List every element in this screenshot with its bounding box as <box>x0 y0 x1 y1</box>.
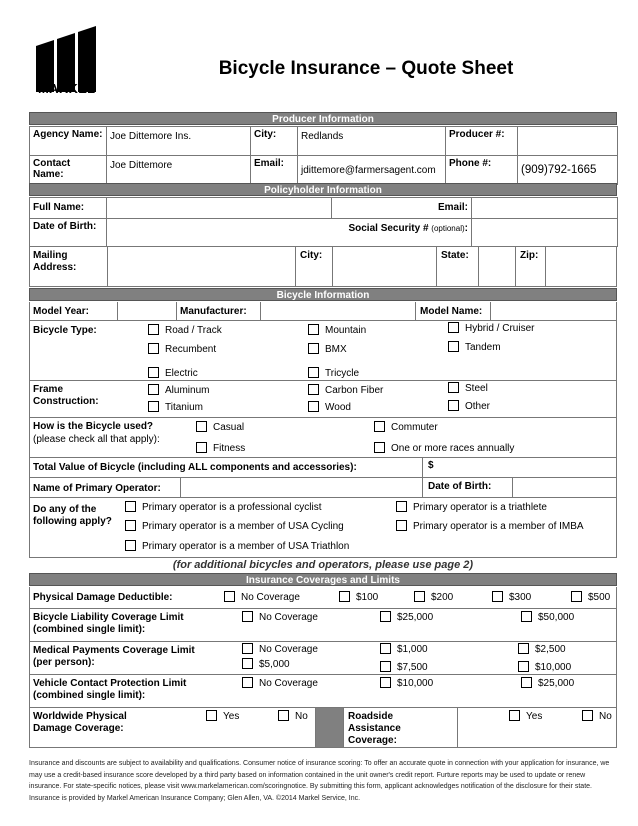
type-option[interactable]: Mountain <box>308 324 366 336</box>
checkbox[interactable] <box>380 677 391 688</box>
phone-field[interactable]: (909)792-1665 <box>518 156 618 185</box>
checkbox[interactable] <box>374 421 385 432</box>
use-option[interactable]: Fitness <box>196 442 245 454</box>
city-label: City: <box>251 127 298 156</box>
producer-num-field[interactable] <box>518 127 618 156</box>
checkbox[interactable] <box>518 661 529 672</box>
roadside-no[interactable]: No <box>582 710 612 722</box>
full-name-field[interactable] <box>107 198 332 219</box>
checkbox[interactable] <box>206 710 217 721</box>
model-name-label: Model Name: <box>420 306 483 317</box>
policyholder-table: Full Name: Email: Date of Birth: Social Security # (optional): <box>29 197 618 247</box>
checkbox[interactable] <box>242 611 253 622</box>
checkbox[interactable] <box>308 324 319 335</box>
frame-option[interactable]: Wood <box>308 401 351 413</box>
checkbox[interactable] <box>582 710 593 721</box>
apply-option[interactable]: Primary operator is a member of USA Cycling <box>125 520 344 532</box>
checkbox[interactable] <box>308 401 319 412</box>
producer-num-label: Producer #: <box>446 127 518 156</box>
checkbox[interactable] <box>224 591 235 602</box>
primary-operator-label: Name of Primary Operator: <box>33 483 161 494</box>
total-value-row <box>29 458 617 478</box>
checkbox[interactable] <box>380 661 391 672</box>
type-option[interactable]: Hybrid / Cruiser <box>448 322 534 334</box>
liability-option[interactable]: $50,000 <box>521 611 574 623</box>
manufacturer-label: Manufacturer: <box>180 306 247 317</box>
contact-name-field[interactable]: Joe Dittemore <box>107 156 251 185</box>
agency-label: Agency Name: <box>30 127 107 156</box>
deductible-option[interactable]: $500 <box>571 591 610 603</box>
producer-email-field[interactable]: jdittemore@farmersagent.com <box>298 156 446 185</box>
dollar-sign: $ <box>428 460 434 471</box>
ssn-label: Social Security # <box>348 223 429 234</box>
apply-option[interactable]: Primary operator is a member of IMBA <box>396 520 584 532</box>
checkbox[interactable] <box>380 611 391 622</box>
type-option[interactable]: Electric <box>148 367 198 379</box>
checkbox[interactable] <box>125 501 136 512</box>
physical-damage-row <box>29 587 617 609</box>
zip-label: Zip: <box>520 250 539 261</box>
vehicle-option[interactable]: $25,000 <box>521 677 574 689</box>
frame-option[interactable]: Other <box>448 400 490 412</box>
checkbox[interactable] <box>339 591 350 602</box>
ph-email-field[interactable] <box>472 198 618 219</box>
apply-row <box>29 498 617 558</box>
checkbox[interactable] <box>242 658 253 669</box>
mailing-label: Mailing Address: <box>33 250 77 273</box>
checkbox[interactable] <box>308 384 319 395</box>
ssn-field[interactable] <box>472 219 618 247</box>
mailing-address-row <box>29 246 617 287</box>
checkbox[interactable] <box>448 341 459 352</box>
frame-option[interactable]: Carbon Fiber <box>308 384 383 396</box>
apply-option[interactable]: Primary operator is a triathlete <box>396 501 547 513</box>
frame-option[interactable]: Aluminum <box>148 384 209 396</box>
medical-option[interactable]: No Coverage <box>242 643 318 655</box>
worldwide-no[interactable]: No <box>278 710 308 722</box>
checkbox[interactable] <box>148 384 159 395</box>
liability-row <box>29 609 617 642</box>
liability-option[interactable]: No Coverage <box>242 611 318 623</box>
usage-row <box>29 418 617 458</box>
medical-option[interactable]: $1,000 <box>380 643 428 655</box>
checkbox[interactable] <box>148 401 159 412</box>
checkbox[interactable] <box>148 343 159 354</box>
use-option[interactable]: Casual <box>196 421 244 433</box>
frame-option[interactable]: Steel <box>448 382 488 394</box>
producer-city-field[interactable]: Redlands <box>298 127 446 156</box>
checkbox[interactable] <box>242 643 253 654</box>
checkbox[interactable] <box>148 367 159 378</box>
checkbox[interactable] <box>521 677 532 688</box>
checkbox[interactable] <box>125 520 136 531</box>
model-row <box>29 302 617 321</box>
type-option[interactable]: BMX <box>308 343 347 355</box>
full-name-label: Full Name: <box>30 198 107 219</box>
medical-option[interactable]: $2,500 <box>518 643 566 655</box>
checkbox[interactable] <box>396 520 407 531</box>
liability-option[interactable]: $25,000 <box>380 611 433 623</box>
producer-table <box>29 126 618 185</box>
checkbox[interactable] <box>448 322 459 333</box>
dob-label: Date of Birth: <box>30 219 107 247</box>
producer-section-header: Producer Information <box>29 112 617 125</box>
apply-option[interactable]: Primary operator is a professional cyclist <box>125 501 322 513</box>
use-option[interactable]: One or more races annually <box>374 442 514 454</box>
frame-label: Frame Construction: <box>33 384 99 407</box>
checkbox[interactable] <box>509 710 520 721</box>
ph-city-label: City: <box>300 250 323 261</box>
checkbox[interactable] <box>242 677 253 688</box>
frame-option[interactable]: Titanium <box>148 401 203 413</box>
type-option[interactable]: Recumbent <box>148 343 216 355</box>
checkbox[interactable] <box>278 710 289 721</box>
bicycle-type-row <box>29 321 617 381</box>
medical-row <box>29 642 617 675</box>
checkbox[interactable] <box>396 501 407 512</box>
brand-name: MARKEL <box>38 81 96 96</box>
medical-option[interactable]: $10,000 <box>518 661 571 673</box>
operator-dob-label: Date of Birth: <box>428 481 492 492</box>
type-option[interactable]: Tricycle <box>308 367 359 379</box>
checkbox[interactable] <box>196 442 207 453</box>
checkbox[interactable] <box>448 400 459 411</box>
frame-row <box>29 381 617 418</box>
checkbox[interactable] <box>125 540 136 551</box>
vehicle-option[interactable]: No Coverage <box>242 677 318 689</box>
liability-label: Bicycle Liability Coverage Limit (combined single limit): <box>33 612 184 635</box>
deductible-option[interactable]: No Coverage <box>224 591 300 603</box>
checkbox[interactable] <box>148 324 159 335</box>
worldwide-label: Worldwide Physical Damage Coverage: <box>33 711 127 734</box>
phone-label: Phone #: <box>446 156 518 185</box>
checkbox[interactable] <box>521 611 532 622</box>
checkbox[interactable] <box>518 643 529 654</box>
checkbox[interactable] <box>196 421 207 432</box>
checkbox[interactable] <box>374 442 385 453</box>
deductible-option[interactable]: $100 <box>339 591 378 603</box>
model-year-label: Model Year: <box>33 306 89 317</box>
roadside-label: Roadside Assistance Coverage: <box>348 711 401 746</box>
total-value-label: Total Value of Bicycle (including ALL components and accessories): <box>33 462 357 473</box>
bicycle-type-label: Bicycle Type: <box>33 325 97 336</box>
medical-option[interactable]: $5,000 <box>242 658 290 670</box>
checkbox[interactable] <box>414 591 425 602</box>
checkbox[interactable] <box>448 382 459 393</box>
checkbox[interactable] <box>380 643 391 654</box>
medical-label: Medical Payments Coverage Limit (per person): <box>33 645 195 668</box>
producer-email-label: Email: <box>251 156 298 185</box>
state-label: State: <box>441 250 469 261</box>
roadside-yes[interactable]: Yes <box>509 710 542 722</box>
physical-damage-label: Physical Damage Deductible: <box>33 592 173 603</box>
bicycle-section-header: Bicycle Information <box>29 288 617 301</box>
use-option[interactable]: Commuter <box>374 421 438 433</box>
footer-disclaimer: Insurance and discounts are subject to availability and qualifications. Consumer notice of insurance scoring: To offer an accurate quote in connection with your application for insurance, we may use a credit-based insurance score developed by a third party based on information contained in the unit owner's credit report. Furture reports may be used to update or renew insurance. For state-specific notices, please visit www.markelamerican.com/scoringnotice. By submitting this form, applicant acknowledges notification of the disclosure for their state. Insurance is provided by Markel American Insurance Company; Glen Allen, VA. ©2014 Markel Service, Inc. <box>29 760 610 802</box>
checkbox[interactable] <box>492 591 503 602</box>
apply-label: Do any of the following apply? <box>33 504 112 527</box>
deductible-option[interactable]: $200 <box>414 591 453 603</box>
checkbox[interactable] <box>571 591 582 602</box>
ph-email-label: Email: <box>332 198 472 219</box>
apply-option[interactable]: Primary operator is a member of USA Triathlon <box>125 540 349 552</box>
worldwide-yes[interactable]: Yes <box>206 710 239 722</box>
worldwide-roadside-row <box>29 708 617 748</box>
page-title: Bicycle Insurance – Quote Sheet <box>218 58 514 79</box>
type-option[interactable]: Tandem <box>448 341 501 353</box>
medical-option[interactable]: $7,500 <box>380 661 428 673</box>
usage-label: How is the Bicycle used? <box>33 421 154 432</box>
vehicle-option[interactable]: $10,000 <box>380 677 433 689</box>
coverages-section-header: Insurance Coverages and Limits <box>29 573 617 586</box>
primary-operator-row <box>29 478 617 498</box>
checkbox[interactable] <box>308 343 319 354</box>
ssn-optional-note: (optional) <box>431 224 465 233</box>
type-option[interactable]: Road / Track <box>148 324 222 336</box>
usage-sub-label: (please check all that apply): <box>33 434 160 445</box>
deductible-option[interactable]: $300 <box>492 591 531 603</box>
policyholder-section-header: Policyholder Information <box>29 183 617 196</box>
vehicle-contact-label: Vehicle Contact Protection Limit (combined single limit): <box>33 678 187 701</box>
agency-name-field[interactable]: Joe Dittemore Ins. <box>107 127 251 156</box>
contact-label: Contact Name: <box>30 156 107 185</box>
checkbox[interactable] <box>308 367 319 378</box>
vehicle-contact-row <box>29 675 617 708</box>
shaded-divider <box>315 708 344 747</box>
additional-note: (for additional bicycles and operators, please use page 2) <box>172 559 474 571</box>
